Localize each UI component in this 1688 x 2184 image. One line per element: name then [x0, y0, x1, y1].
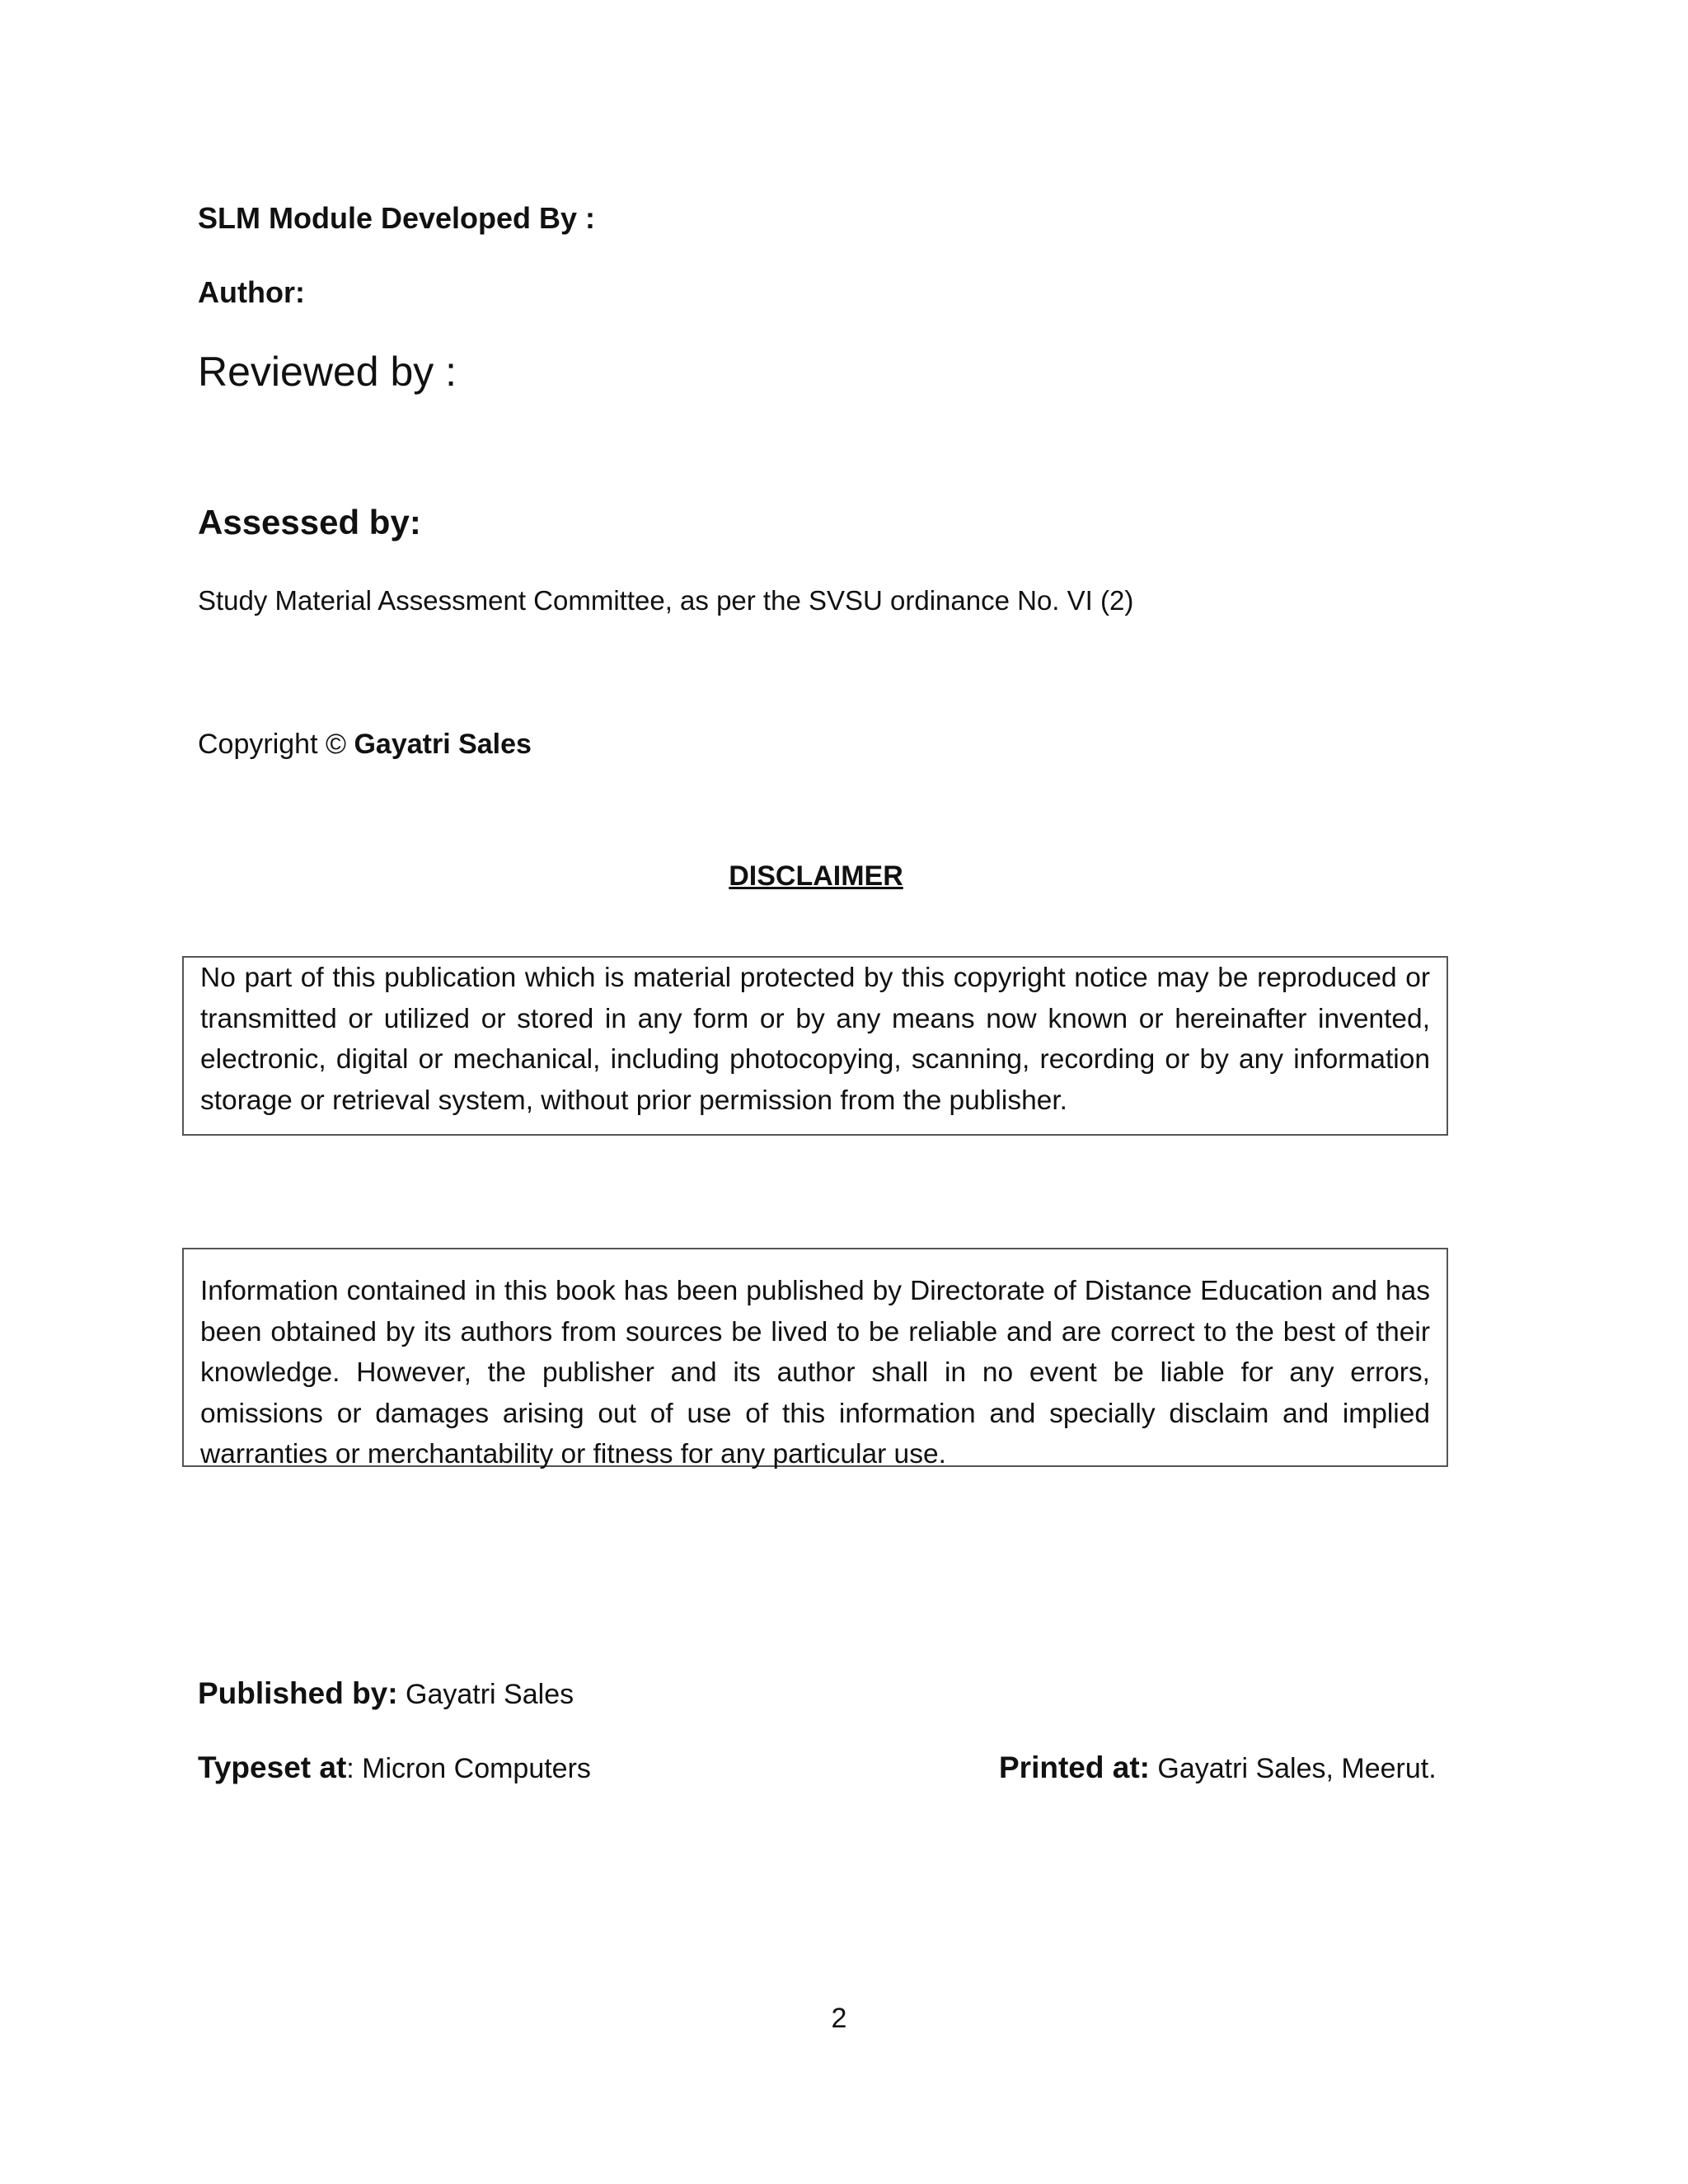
typeset-at-label: Typeset at — [198, 1750, 347, 1784]
printed-at-line — [999, 1750, 1437, 1785]
copyright-holder: Gayatri Sales — [354, 729, 532, 760]
printed-at-value: Gayatri Sales, Meerut. — [1149, 1753, 1437, 1784]
disclaimer-title: DISCLAIMER — [729, 860, 903, 892]
published-by-label: Published by: — [198, 1676, 398, 1710]
published-by-value: Gayatri Sales — [397, 1679, 574, 1710]
assessment-committee-text: Study Material Assessment Committee, as per the SVSU ordinance No. VI (2) — [198, 585, 1134, 616]
reviewed-by-heading: Reviewed by : — [198, 349, 457, 395]
slm-module-heading: SLM Module Developed By : — [198, 201, 596, 235]
printed-at-label: Printed at: — [999, 1750, 1150, 1784]
typeset-at-line — [198, 1750, 591, 1785]
assessed-by-heading: Assessed by: — [198, 503, 421, 541]
copyright-line — [198, 729, 532, 761]
liability-disclaimer-text: Information contained in this book has been published by Directorate of Distance Education and has been obtained by its authors from sources be lived to be reliable and are correct to the best of their knowledge. However, the publisher and its author shall in no event be liable for any errors, omissions or damages arising out of use of this information and specially disclaim and implied warranties or merchantability or fitness for any particular use. — [200, 1276, 1430, 1469]
published-by-line — [198, 1676, 574, 1711]
copyright-prefix: Copyright © — [198, 729, 354, 760]
page-number: 2 — [831, 2003, 847, 2034]
author-heading: Author: — [198, 275, 305, 309]
liability-disclaimer-box — [182, 1248, 1448, 1467]
copyright-notice-text: No part of this publication which is material protected by this copyright notice may be reproduced or transmitted or utilized or stored in any form or by any means now known or hereinafter invented, electronic, digital or mechanical, including photocopying, scanning, recording or by any information storage or retrieval system, without prior permission from the publisher. — [200, 963, 1430, 1116]
copyright-notice-box — [182, 956, 1448, 1136]
typeset-at-value: : Micron Computers — [346, 1753, 591, 1784]
